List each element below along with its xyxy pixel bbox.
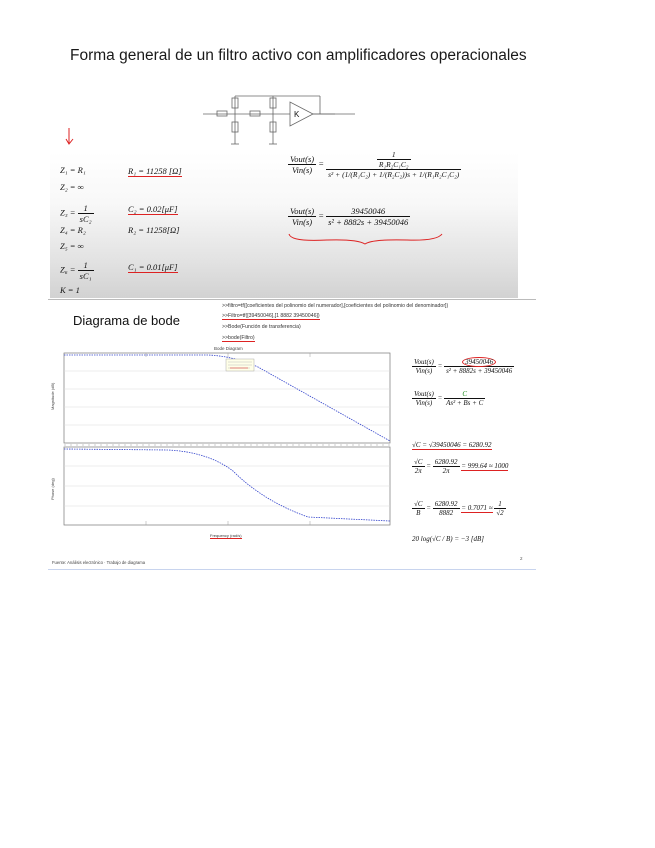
calc-eq6: 20 log(√C / B) = −3 [dB] xyxy=(412,535,485,543)
red-arrow-mark xyxy=(64,127,76,147)
value-c2: C₂ = 0.02[μF] xyxy=(128,204,178,214)
frequency-axis-label: Frequency (rad/s) xyxy=(210,533,242,538)
gain-k: K = 1 xyxy=(60,285,80,295)
slide-divider xyxy=(48,299,536,300)
transfer-function-general: $\frac{\text{Vout(s)}}{\text{Vin(s)}}$ = $\frac{\frac{1}{\text{R₁R₂C₁C₂}}}{\text{s² + (1/(R₁C₂) + 1/(R₂C₂))s + 1/(R₁R₂C₁C₂)}}$ xyxy=(290,150,460,179)
command-line-2: >>Filtro=tf([39450046],[1 8882 39450046]) xyxy=(222,313,320,319)
impedance-z2: Z₂ = ∞ xyxy=(60,182,84,192)
red-brace-mark xyxy=(287,232,447,246)
bode-plot-title: Bode Diagram xyxy=(214,346,243,351)
value-r1: R₁ = 11258 [Ω] xyxy=(128,166,182,176)
bode-plot xyxy=(58,351,393,531)
slide2-title: Diagrama de bode xyxy=(73,313,180,328)
calc-eq5: $\frac{√C}{B}$ = $\frac{6280.92}{8882}$ = 0.7071 ≈ $\frac{1}{√2}$ xyxy=(414,500,504,517)
page-number: 2 xyxy=(520,556,523,561)
command-line-3: >>Bode(Función de transferencia) xyxy=(222,324,301,330)
slide2-footer: Fuente: Análisis electrónico · Trabajo de diagrama xyxy=(52,560,146,565)
command-line-4: >>bode(Filtro) xyxy=(222,335,255,341)
value-r2: R₂ = 11258[Ω] xyxy=(128,225,180,235)
calc-eq4: $\frac{√C}{2\pi}$ = $\frac{6280.92}{2\pi}$ = 999.64 ≈ 1000 xyxy=(414,458,509,475)
impedance-z6: Z₆ = $\frac{1}{\text{sC₁}}$ xyxy=(60,260,92,281)
magnitude-axis-label: Magnitude (dB) xyxy=(50,382,55,410)
calc-eq2: $\frac{\text{Vout(s)}}{\text{Vin(s)}}$ = $\frac{C}{\text{As² + Bs + C}}$ xyxy=(414,390,484,407)
slide2-bottom-rule xyxy=(48,569,536,570)
calc-eq1: $\frac{\text{Vout(s)}}{\text{Vin(s)}}$ = $\frac{39450046}{\text{s² + 8882s + 39450046}}$ xyxy=(414,358,513,375)
command-line-1: >>filtro=tf([coeficientes del polinomio del numerador],[coeficientes del polinomio del denominador]) xyxy=(222,303,449,309)
active-filter-circuit xyxy=(195,90,365,150)
calc-eq3: √C = √39450046 = 6280.92 xyxy=(412,441,492,449)
impedance-z3: Z₃ = $\frac{1}{\text{sC₂}}$ xyxy=(60,203,92,224)
value-c1: C₁ = 0.01[μF] xyxy=(128,262,178,272)
slide1-title: Forma general de un filtro activo con amplificadores operacionales xyxy=(70,47,527,64)
impedance-z5: Z₅ = ∞ xyxy=(60,241,84,251)
impedance-z1: Z₁ = R₁ xyxy=(60,165,86,175)
impedance-z4: Z₄ = R₂ xyxy=(60,225,86,235)
transfer-function-numeric: $\frac{\text{Vout(s)}}{\text{Vin(s)}}$ = $\frac{39450046}{\text{s² + 8882s + 39450046}}$ xyxy=(290,206,409,227)
phase-axis-label: Phase (deg) xyxy=(50,478,55,500)
amplifier-gain-label: K xyxy=(294,110,300,119)
